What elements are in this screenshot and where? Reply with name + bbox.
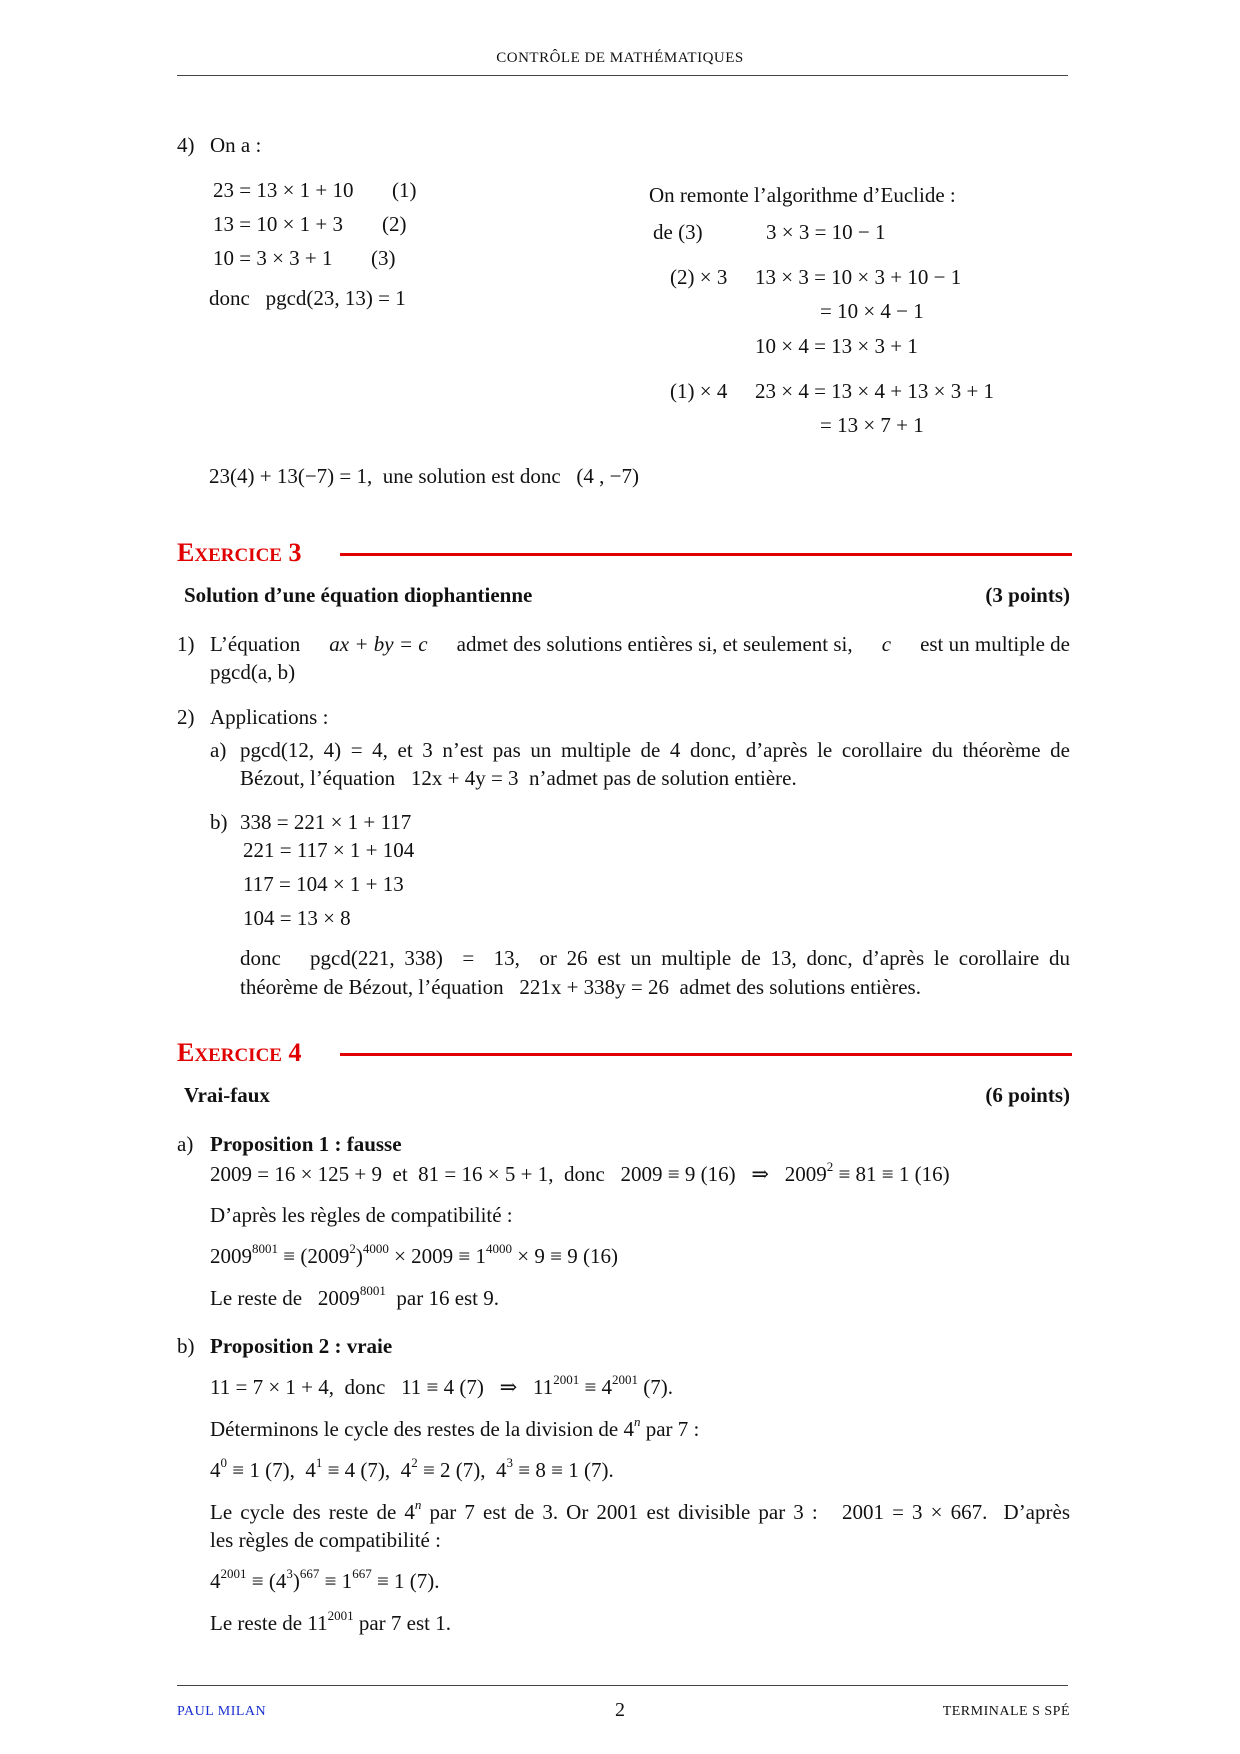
q4-tag-1: (1) bbox=[392, 178, 417, 202]
q4-r1-label: de (3) bbox=[653, 220, 703, 244]
ex3-pb-conclusion-1: donc pgcd(221, 338) = 13, or 26 est un multiple de 13, donc, d’après le corollaire du bbox=[240, 946, 1070, 970]
ex3-pa-line1: pgcd(12, 4) = 4, et 3 n’est pas un multiple de 4 donc, d’après le corollaire du théorème de bbox=[240, 738, 1070, 762]
ex4-b-line7: Le reste de $11^{2001}$ par 7 est 1. bbox=[210, 1608, 451, 1635]
ex4-a-line4: Le reste de $2009^{8001}$ par 16 est 9. bbox=[210, 1283, 500, 1310]
ex4-b-title: Proposition 2 : vraie bbox=[210, 1334, 393, 1358]
ex3-pb-eq-3: 117 = 104 × 1 + 13 bbox=[243, 872, 404, 896]
q4-tag-3: (3) bbox=[371, 246, 396, 270]
q4-intro: On a : bbox=[210, 133, 262, 157]
q4-final: 23(4) + 13(−7) = 1, une solution est donc (4 , −7) bbox=[209, 464, 639, 488]
ex4-b-line3: $4^0 \equiv 1$ (7), $4^1 \equiv 4$ (7), $4^2 \equiv 2$ (7), $4^3 \equiv 8 \equiv 1$ (7). bbox=[210, 1455, 614, 1482]
ex4-b-line4: Le cycle des reste de 4$^n$ par 7 est de 3. Or 2001 est divisible par 3 : 2001 = 3 × 667. D’après bbox=[210, 1497, 1070, 1524]
footer-author: PAUL MILAN bbox=[177, 1704, 267, 1719]
q4-r5-eq: 23 × 4 = 13 × 4 + 13 × 3 + 1 bbox=[755, 379, 995, 403]
ex4-a-line2: D’après les règles de compatibilité : bbox=[210, 1203, 513, 1227]
ex3-p2-label: 2) bbox=[177, 705, 195, 729]
exercise-4-rule bbox=[340, 1053, 1072, 1056]
ex4-b-line1: 11 = 7 × 1 + 4, donc 11 ≡ 4 (7) ⇒ $11^{2001} \equiv 4^{2001}$ (7). bbox=[210, 1372, 674, 1399]
q4-eq-3: 10 = 3 × 3 + 1 bbox=[213, 246, 333, 270]
ex3-p1-label: 1) bbox=[177, 632, 195, 656]
ex3-p2-title: Applications : bbox=[210, 705, 329, 729]
q4-tag-2: (2) bbox=[382, 212, 407, 236]
exercise-3-title: EXERCICE 3 bbox=[177, 538, 302, 567]
exercise-3-rule bbox=[340, 553, 1072, 556]
q4-eq-2: 13 = 10 × 1 + 3 bbox=[213, 212, 344, 236]
exercise-4-subtitle: Vrai-faux bbox=[184, 1083, 270, 1107]
footer-page-number: 2 bbox=[615, 1699, 625, 1721]
q4-eq-1: 23 = 13 × 1 + 10 bbox=[213, 178, 354, 202]
page-header-title: CONTRÔLE DE MATHÉMATIQUES bbox=[496, 50, 744, 66]
exercise-3-subtitle: Solution d’une équation diophantienne bbox=[184, 583, 533, 607]
ex3-pb-label: b) bbox=[210, 810, 228, 834]
ex3-pb-eq-2: 221 = 117 × 1 + 104 bbox=[243, 838, 415, 862]
exercise-4-points: (6 points) bbox=[985, 1083, 1070, 1107]
ex4-a-line1: 2009 = 16 × 125 + 9 et 81 = 16 × 5 + 1, donc 2009 ≡ 9 (16) ⇒ $2009^2 \equiv 81 \equiv 1$ (16) bbox=[210, 1159, 950, 1186]
ex4-b-line5: les règles de compatibilité : bbox=[210, 1528, 441, 1552]
q4-r5-label: (1) × 4 bbox=[670, 379, 728, 403]
ex3-pb-eq-1: 338 = 221 × 1 + 117 bbox=[240, 810, 412, 834]
q4-conclusion: donc pgcd(23, 13) = 1 bbox=[209, 286, 406, 310]
ex4-a-label: a) bbox=[177, 1132, 194, 1156]
ex4-b-line6: $4^{2001} \equiv (4^3)^{667} \equiv 1^{667} \equiv 1$ (7). bbox=[210, 1566, 440, 1593]
ex4-a-line3: $2009^{8001} \equiv (2009^2)^{4000} \times 2009 \equiv 1^{4000} \times 9 \equiv 9$ (16) bbox=[210, 1241, 618, 1268]
ex3-p1-line1: L’équation ax + by = c admet des solutions entières si, et seulement si, c est un multiple de bbox=[210, 632, 1070, 656]
ex3-pb-eq-4: 104 = 13 × 8 bbox=[243, 906, 351, 930]
ex4-a-title: Proposition 1 : fausse bbox=[210, 1132, 402, 1156]
q4-r2-eq: 13 × 3 = 10 × 3 + 10 − 1 bbox=[755, 265, 962, 289]
q4-r1-eq: 3 × 3 = 10 − 1 bbox=[766, 220, 886, 244]
footer-course: TERMINALE S SPÉ bbox=[942, 1704, 1070, 1719]
q4-r4-eq: 10 × 4 = 13 × 3 + 1 bbox=[755, 334, 918, 358]
ex3-pb-conclusion-2: théorème de Bézout, l’équation 221x + 338y = 26 admet des solutions entières. bbox=[240, 975, 921, 999]
q4-r3-eq: = 10 × 4 − 1 bbox=[820, 299, 924, 323]
ex3-pa-label: a) bbox=[210, 738, 227, 762]
footer-rule bbox=[177, 1685, 1068, 1686]
q4-r2-label: (2) × 3 bbox=[670, 265, 728, 289]
exercise-4-title: EXERCICE 4 bbox=[177, 1038, 302, 1067]
q4-right-title: On remonte l’algorithme d’Euclide : bbox=[649, 183, 956, 207]
header-rule bbox=[177, 75, 1068, 76]
q4-label: 4) bbox=[177, 133, 195, 157]
ex3-p1-line2: pgcd(a, b) bbox=[210, 660, 296, 684]
ex3-pa-line2: Bézout, l’équation 12x + 4y = 3 n’admet pas de solution entière. bbox=[240, 766, 797, 790]
q4-r6-eq: = 13 × 7 + 1 bbox=[820, 413, 924, 437]
ex4-b-label: b) bbox=[177, 1334, 195, 1358]
ex4-b-line2: Déterminons le cycle des restes de la division de 4$^n$ par 7 : bbox=[210, 1414, 700, 1441]
exercise-3-points: (3 points) bbox=[985, 583, 1070, 607]
